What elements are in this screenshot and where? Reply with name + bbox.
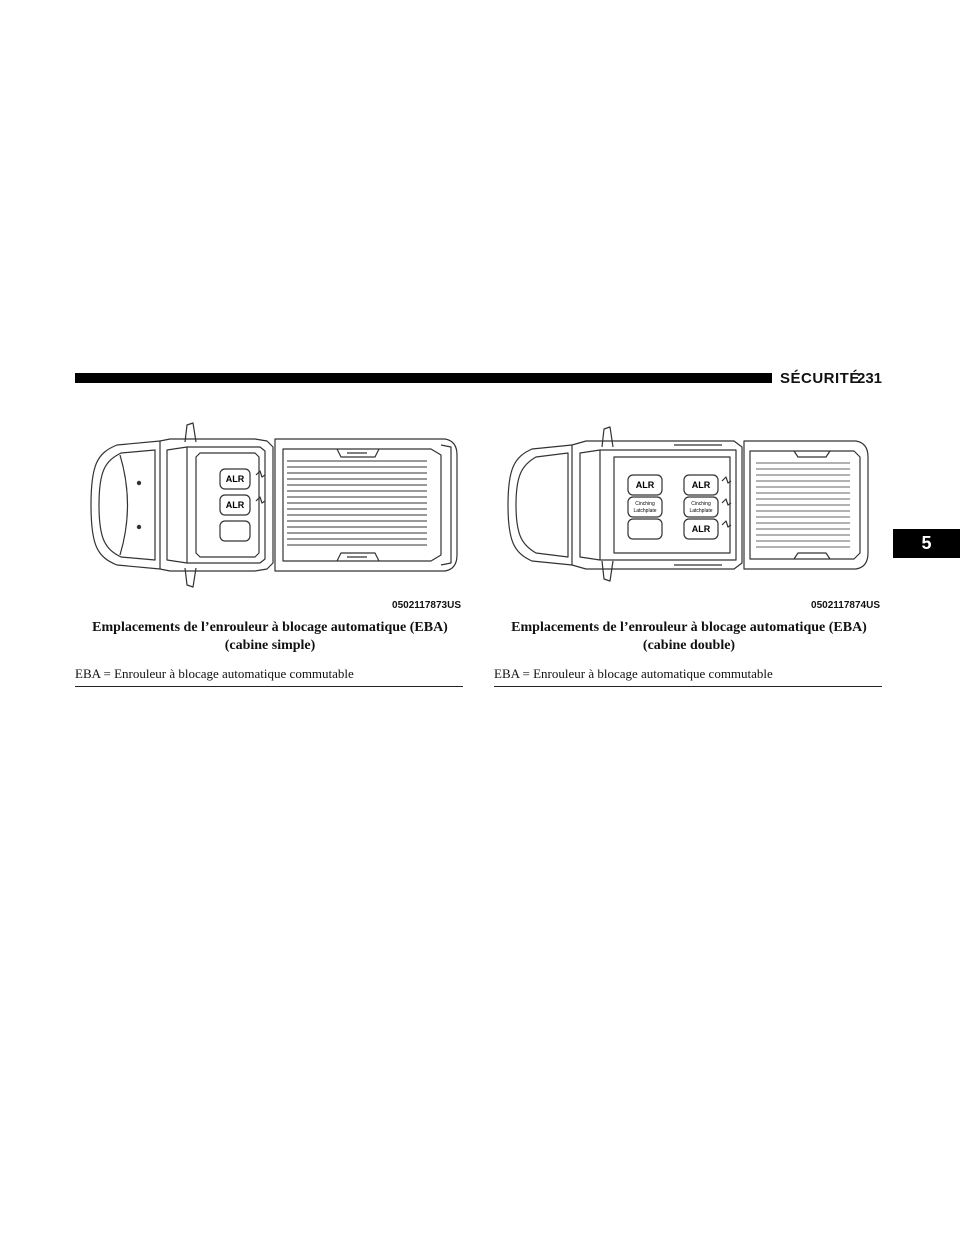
figure-caption-double-cab <box>494 619 884 655</box>
double-cab-truck-illustration <box>494 395 886 617</box>
seat-label: ALR <box>225 500 245 510</box>
figure-note-single-cab: EBA = Enrouleur à blocage automatique commutable <box>75 666 463 687</box>
caption-line: Emplacements de l’enrouleur à blocage automatique (EBA) <box>511 620 867 635</box>
seat-label: Latchplate <box>689 508 713 514</box>
caption-line: Emplacements de l’enrouleur à blocage automatique (EBA) <box>92 620 448 635</box>
single-cab-truck-illustration <box>75 395 467 617</box>
seat-label: ALR <box>225 474 245 484</box>
page-number: 231 <box>857 370 883 387</box>
seat-label: Cinching <box>691 501 711 507</box>
figure-note-double-cab: EBA = Enrouleur à blocage automatique commutable <box>494 666 882 687</box>
figure-code: 0502117873US <box>392 600 461 611</box>
figure-code: 0502117874US <box>811 600 880 611</box>
seat-label: Latchplate <box>633 508 657 514</box>
chapter-tab: 5 <box>893 529 960 558</box>
figure-single-cab <box>75 395 467 617</box>
caption-line: (cabine double) <box>642 638 736 653</box>
header-rule <box>75 373 772 383</box>
seat-label: ALR <box>691 524 711 534</box>
figure-caption-single-cab <box>75 619 465 655</box>
section-title: SÉCURITÉ <box>780 370 860 387</box>
seat-label: ALR <box>635 480 655 490</box>
caption-line: (cabine simple) <box>224 638 316 653</box>
seat-label: Cinching <box>635 501 655 507</box>
figure-double-cab <box>494 395 886 617</box>
seat-label: ALR <box>691 480 711 490</box>
